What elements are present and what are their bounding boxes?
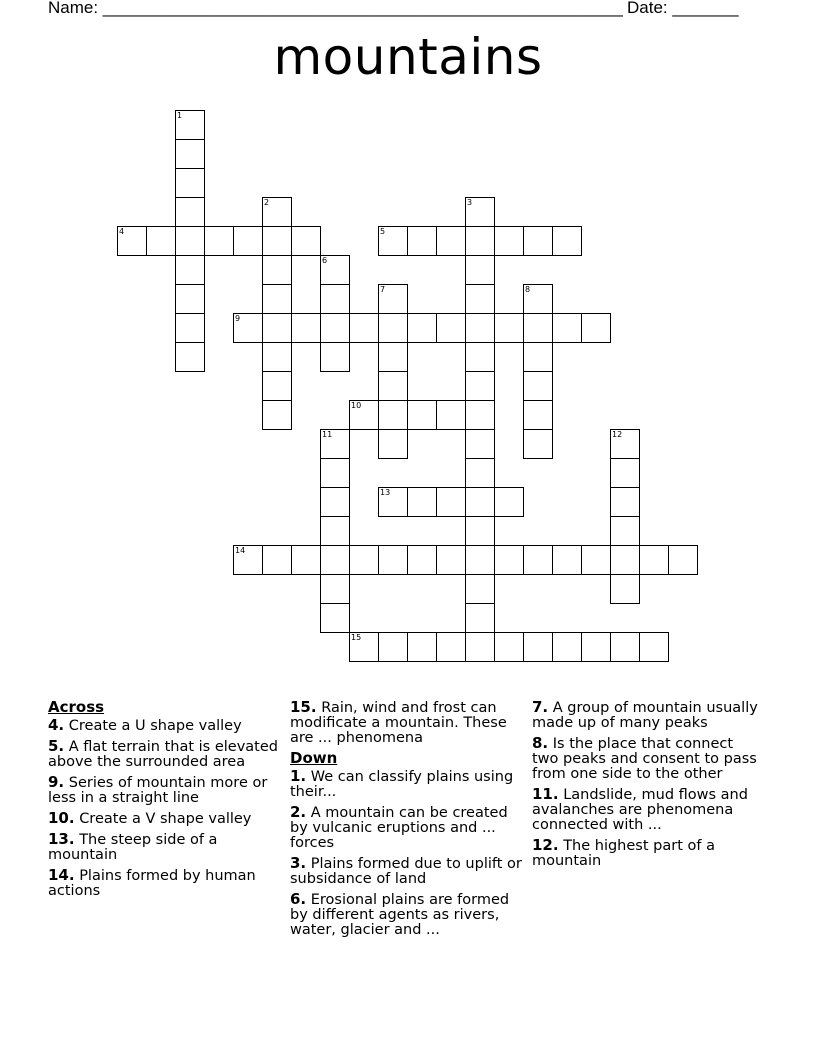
clue-across-9: 9. Series of mountain more or less in a straight line: [48, 773, 268, 806]
clues-column-1: [48, 700, 283, 904]
grid-cell[interactable]: [523, 313, 553, 343]
grid-cell[interactable]: [610, 487, 640, 517]
grid-cell[interactable]: [436, 313, 466, 343]
grid-cell[interactable]: [233, 545, 263, 575]
grid-cell[interactable]: [349, 313, 379, 343]
grid-cell[interactable]: [610, 516, 640, 546]
down-heading: Down: [290, 749, 338, 767]
grid-cell[interactable]: [494, 313, 524, 343]
grid-cell[interactable]: [175, 255, 205, 285]
grid-cell[interactable]: [291, 313, 321, 343]
grid-cell[interactable]: [407, 545, 437, 575]
grid-cell[interactable]: [175, 342, 205, 372]
grid-cell[interactable]: [378, 429, 408, 459]
grid-cell[interactable]: [291, 226, 321, 256]
grid-cell[interactable]: [407, 313, 437, 343]
grid-cell[interactable]: [378, 371, 408, 401]
grid-cell[interactable]: [581, 313, 611, 343]
grid-cell[interactable]: [494, 226, 524, 256]
grid-cell[interactable]: [552, 545, 582, 575]
grid-clue-number: 8: [525, 285, 531, 294]
grid-cell[interactable]: [494, 545, 524, 575]
grid-clue-number: 12: [612, 430, 623, 439]
grid-cell[interactable]: [465, 313, 495, 343]
grid-cell[interactable]: [378, 313, 408, 343]
grid-cell[interactable]: [320, 342, 350, 372]
grid-cell[interactable]: [262, 371, 292, 401]
clue-across-15: 15. Rain, wind and frost can modificate a mountain. These are ... phenomena: [290, 698, 507, 746]
grid-cell[interactable]: [320, 458, 350, 488]
grid-cell[interactable]: [581, 632, 611, 662]
grid-cell[interactable]: [465, 516, 495, 546]
grid-cell[interactable]: [523, 342, 553, 372]
grid-cell[interactable]: [320, 284, 350, 314]
grid-cell[interactable]: [465, 226, 495, 256]
grid-cell[interactable]: [175, 284, 205, 314]
clue-down-2: 2. A mountain can be created by vulcanic eruptions and ... forces: [290, 803, 508, 851]
grid-cell[interactable]: [407, 226, 437, 256]
grid-cell[interactable]: [436, 487, 466, 517]
clue-down-6: 6. Erosional plains are formed by different agents as rivers, water, glacier and ...: [290, 890, 510, 938]
grid-cell[interactable]: [262, 313, 292, 343]
grid-cell[interactable]: [175, 168, 205, 198]
grid-cell[interactable]: [320, 516, 350, 546]
clues-column-2: [290, 700, 528, 943]
clue-across-5: 5. A flat terrain that is elevated above the surrounded area: [48, 737, 278, 770]
grid-cell[interactable]: [262, 284, 292, 314]
grid-cell[interactable]: [320, 574, 350, 604]
grid-cell[interactable]: [262, 197, 292, 227]
grid-cell[interactable]: [320, 255, 350, 285]
grid-cell[interactable]: [262, 545, 292, 575]
grid-cell[interactable]: [610, 458, 640, 488]
grid-cell[interactable]: [349, 632, 379, 662]
grid-cell[interactable]: [465, 284, 495, 314]
grid-cell[interactable]: [610, 429, 640, 459]
across-heading: Across: [48, 698, 105, 716]
grid-cell[interactable]: [552, 632, 582, 662]
grid-cell[interactable]: [668, 545, 698, 575]
grid-cell[interactable]: [117, 226, 147, 256]
clue-across-14: 14. Plains formed by human actions: [48, 866, 256, 899]
clue-across-13: 13. The steep side of a mountain: [48, 830, 218, 863]
grid-cell[interactable]: [581, 545, 611, 575]
grid-cell[interactable]: [523, 429, 553, 459]
grid-clue-number: 13: [380, 488, 391, 497]
clue-across-4: 4. Create a U shape valley: [48, 716, 242, 734]
clue-down-8: 8. Is the place that connect two peaks and consent to pass from one side to the other: [532, 734, 757, 782]
grid-cell[interactable]: [291, 545, 321, 575]
grid-cell[interactable]: [465, 545, 495, 575]
puzzle-title: mountains: [273, 28, 543, 86]
grid-cell[interactable]: [523, 284, 553, 314]
name-field-line[interactable]: Name: _______________________________________________________: [48, 0, 623, 17]
grid-cell[interactable]: [465, 342, 495, 372]
grid-cell[interactable]: [175, 139, 205, 169]
grid-cell[interactable]: [378, 487, 408, 517]
grid-cell[interactable]: [175, 313, 205, 343]
grid-cell[interactable]: [175, 197, 205, 227]
grid-clue-number: 3: [467, 198, 473, 207]
grid-cell[interactable]: [494, 487, 524, 517]
grid-cell[interactable]: [175, 226, 205, 256]
grid-cell[interactable]: [407, 632, 437, 662]
grid-cell[interactable]: [465, 429, 495, 459]
grid-cell[interactable]: [320, 313, 350, 343]
clue-down-11: 11. Landslide, mud flows and avalanches are phenomena connected with ...: [532, 785, 748, 833]
grid-clue-number: 10: [351, 401, 362, 410]
grid-cell[interactable]: [465, 487, 495, 517]
grid-cell[interactable]: [552, 226, 582, 256]
grid-cell[interactable]: [436, 226, 466, 256]
clue-across-10: 10. Create a V shape valley: [48, 809, 252, 827]
grid-cell[interactable]: [465, 603, 495, 633]
grid-cell[interactable]: [407, 400, 437, 430]
grid-cell[interactable]: [262, 255, 292, 285]
grid-cell[interactable]: [523, 226, 553, 256]
grid-clue-number: 14: [235, 546, 246, 555]
grid-cell[interactable]: [233, 226, 263, 256]
grid-clue-number: 1: [177, 111, 183, 120]
grid-cell[interactable]: [233, 313, 263, 343]
grid-cell[interactable]: [262, 400, 292, 430]
grid-clue-number: 11: [322, 430, 333, 439]
grid-cell[interactable]: [175, 110, 205, 140]
grid-cell[interactable]: [320, 545, 350, 575]
grid-clue-number: 2: [264, 198, 270, 207]
grid-cell[interactable]: [407, 487, 437, 517]
grid-cell[interactable]: [436, 545, 466, 575]
grid-cell[interactable]: [523, 371, 553, 401]
grid-cell[interactable]: [320, 487, 350, 517]
grid-cell[interactable]: [349, 545, 379, 575]
grid-cell[interactable]: [378, 632, 408, 662]
grid-cell[interactable]: [610, 545, 640, 575]
grid-cell[interactable]: [320, 603, 350, 633]
grid-cell[interactable]: [639, 632, 669, 662]
clue-down-3: 3. Plains formed due to uplift or subsidance of land: [290, 854, 522, 887]
grid-clue-number: 7: [380, 285, 386, 294]
grid-cell[interactable]: [436, 400, 466, 430]
grid-cell[interactable]: [610, 632, 640, 662]
grid-cell[interactable]: [465, 400, 495, 430]
grid-cell[interactable]: [349, 400, 379, 430]
grid-cell[interactable]: [262, 342, 292, 372]
grid-clue-number: 9: [235, 314, 241, 323]
grid-cell[interactable]: [552, 313, 582, 343]
grid-cell[interactable]: [436, 632, 466, 662]
grid-cell[interactable]: [320, 429, 350, 459]
grid-clue-number: 15: [351, 633, 362, 642]
grid-cell[interactable]: [465, 255, 495, 285]
grid-cell[interactable]: [523, 632, 553, 662]
clue-down-7: 7. A group of mountain usually made up of many peaks: [532, 698, 758, 731]
clues-column-3: [532, 700, 762, 874]
grid-cell[interactable]: [378, 342, 408, 372]
grid-cell[interactable]: [465, 632, 495, 662]
grid-cell[interactable]: [610, 574, 640, 604]
grid-cell[interactable]: [465, 458, 495, 488]
grid-cell[interactable]: [523, 545, 553, 575]
clue-down-1: 1. We can classify plains using their...: [290, 767, 514, 800]
grid-cell[interactable]: [378, 226, 408, 256]
grid-cell[interactable]: [465, 371, 495, 401]
grid-cell[interactable]: [378, 284, 408, 314]
grid-cell[interactable]: [639, 545, 669, 575]
date-field-line[interactable]: Date: _______: [627, 0, 739, 17]
grid-cell[interactable]: [465, 197, 495, 227]
grid-cell[interactable]: [204, 226, 234, 256]
grid-clue-number: 5: [380, 227, 386, 236]
grid-clue-number: 6: [322, 256, 328, 265]
grid-cell[interactable]: [494, 632, 524, 662]
grid-cell[interactable]: [146, 226, 176, 256]
grid-cell[interactable]: [523, 400, 553, 430]
grid-cell[interactable]: [378, 400, 408, 430]
grid-cell[interactable]: [465, 574, 495, 604]
grid-cell[interactable]: [378, 545, 408, 575]
grid-clue-number: 4: [119, 227, 125, 236]
grid-cell[interactable]: [262, 226, 292, 256]
clue-down-12: 12. The highest part of a mountain: [532, 836, 715, 869]
